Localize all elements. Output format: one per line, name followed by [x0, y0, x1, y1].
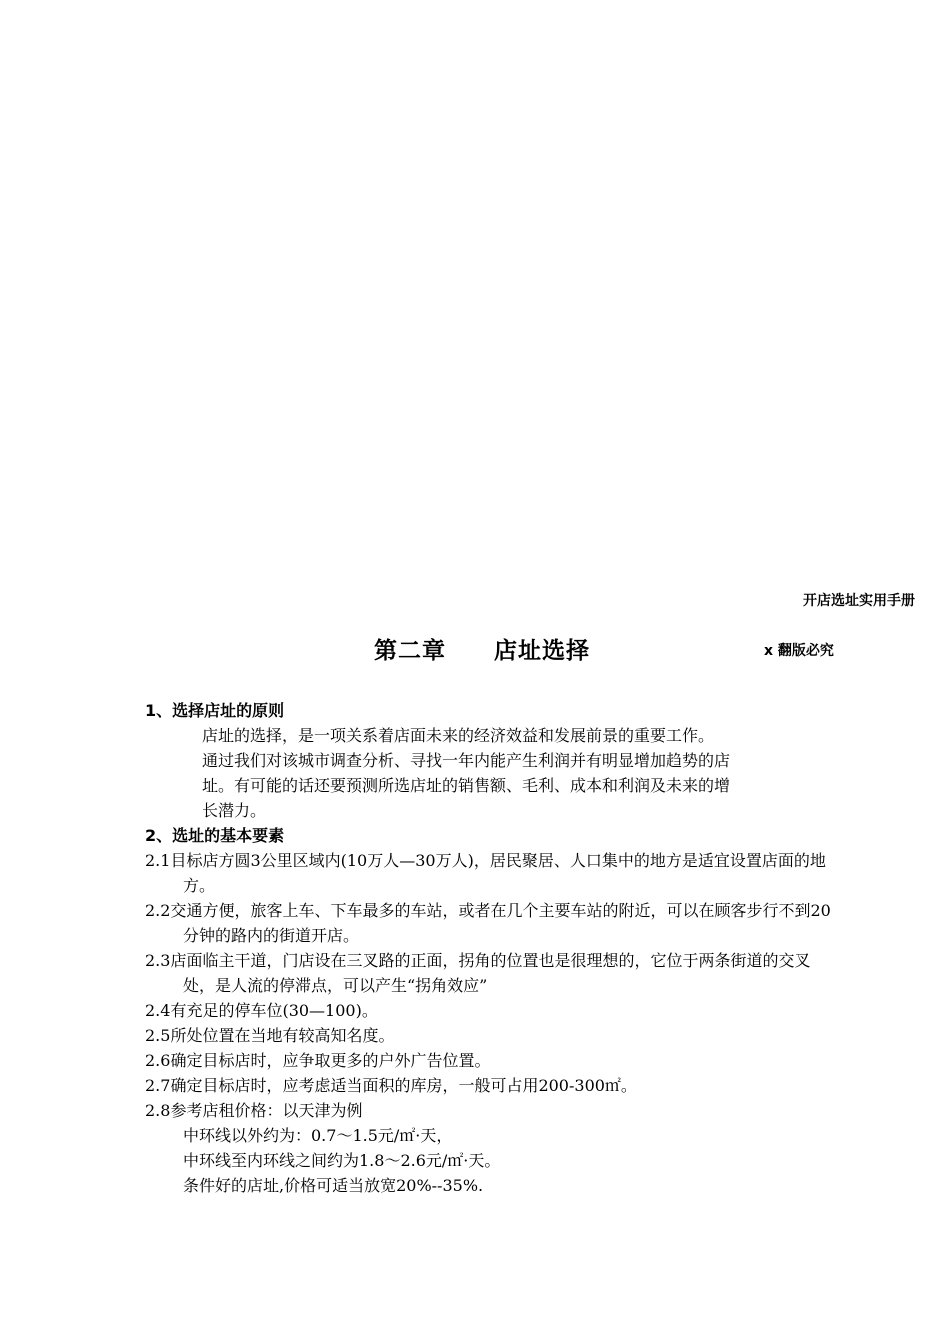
list-item-2-5: 2.5所处位置在当地有较高知名度。	[145, 1026, 395, 1045]
chapter-name: 店址选择	[494, 638, 590, 664]
chapter-title	[374, 632, 590, 665]
rent-line-2: 中环线至内环线之间约为1.8～2.6元/㎡·天。	[183, 1151, 501, 1170]
section-1-paragraph-2-line-2: 址。有可能的话还要预测所选店址的销售额、毛利、成本和利润及未来的增	[202, 776, 731, 795]
rent-line-3: 条件好的店址,价格可适当放宽20%--35%.	[183, 1176, 484, 1195]
section-1-paragraph-1: 店址的选择，是一项关系着店面未来的经济效益和发展前景的重要工作。	[202, 726, 715, 745]
section-1-paragraph-2-line-1: 通过我们对该城市调查分析、寻找一年内能产生利润并有明显增加趋势的店	[202, 751, 731, 770]
copyright-notice: x 翻版必究	[764, 643, 834, 659]
list-item-2-6: 2.6确定目标店时，应争取更多的户外广告位置。	[145, 1051, 491, 1070]
section-1-paragraph-2-line-3: 长潜力。	[202, 801, 267, 820]
manual-title: 开店选址实用手册	[803, 593, 915, 609]
list-item-2-2: 2.2交通方便，旅客上车、下车最多的车站，或者在几个主要车站的附近，可以在顾客步行不到20分钟的路内的街道开店。	[145, 901, 831, 945]
section-1-heading: 1、选择店址的原则	[145, 701, 285, 720]
section-2-heading: 2、选址的基本要素	[145, 826, 285, 845]
rent-line-1: 中环线以外约为：0.7～1.5元/㎡·天，	[183, 1126, 453, 1145]
list-item-2-4: 2.4有充足的停车位(30—100)。	[145, 1001, 378, 1020]
document-body	[145, 698, 840, 1198]
chapter-number: 第二章	[374, 638, 446, 664]
list-item-2-8: 2.8参考店租价格：以天津为例	[145, 1101, 363, 1120]
list-item-2-7: 2.7确定目标店时，应考虑适当面积的库房，一般可占用200-300㎡。	[145, 1076, 637, 1095]
list-item-2-3: 2.3店面临主干道，门店设在三叉路的正面，拐角的位置也是很理想的，它位于两条街道的交叉处，是人流的停滞点，可以产生“拐角效应”	[145, 951, 811, 995]
list-item-2-1: 2.1目标店方圆3公里区域内(10万人—30万人)，居民聚居、人口集中的地方是适宜设置店面的地方。	[145, 851, 826, 895]
